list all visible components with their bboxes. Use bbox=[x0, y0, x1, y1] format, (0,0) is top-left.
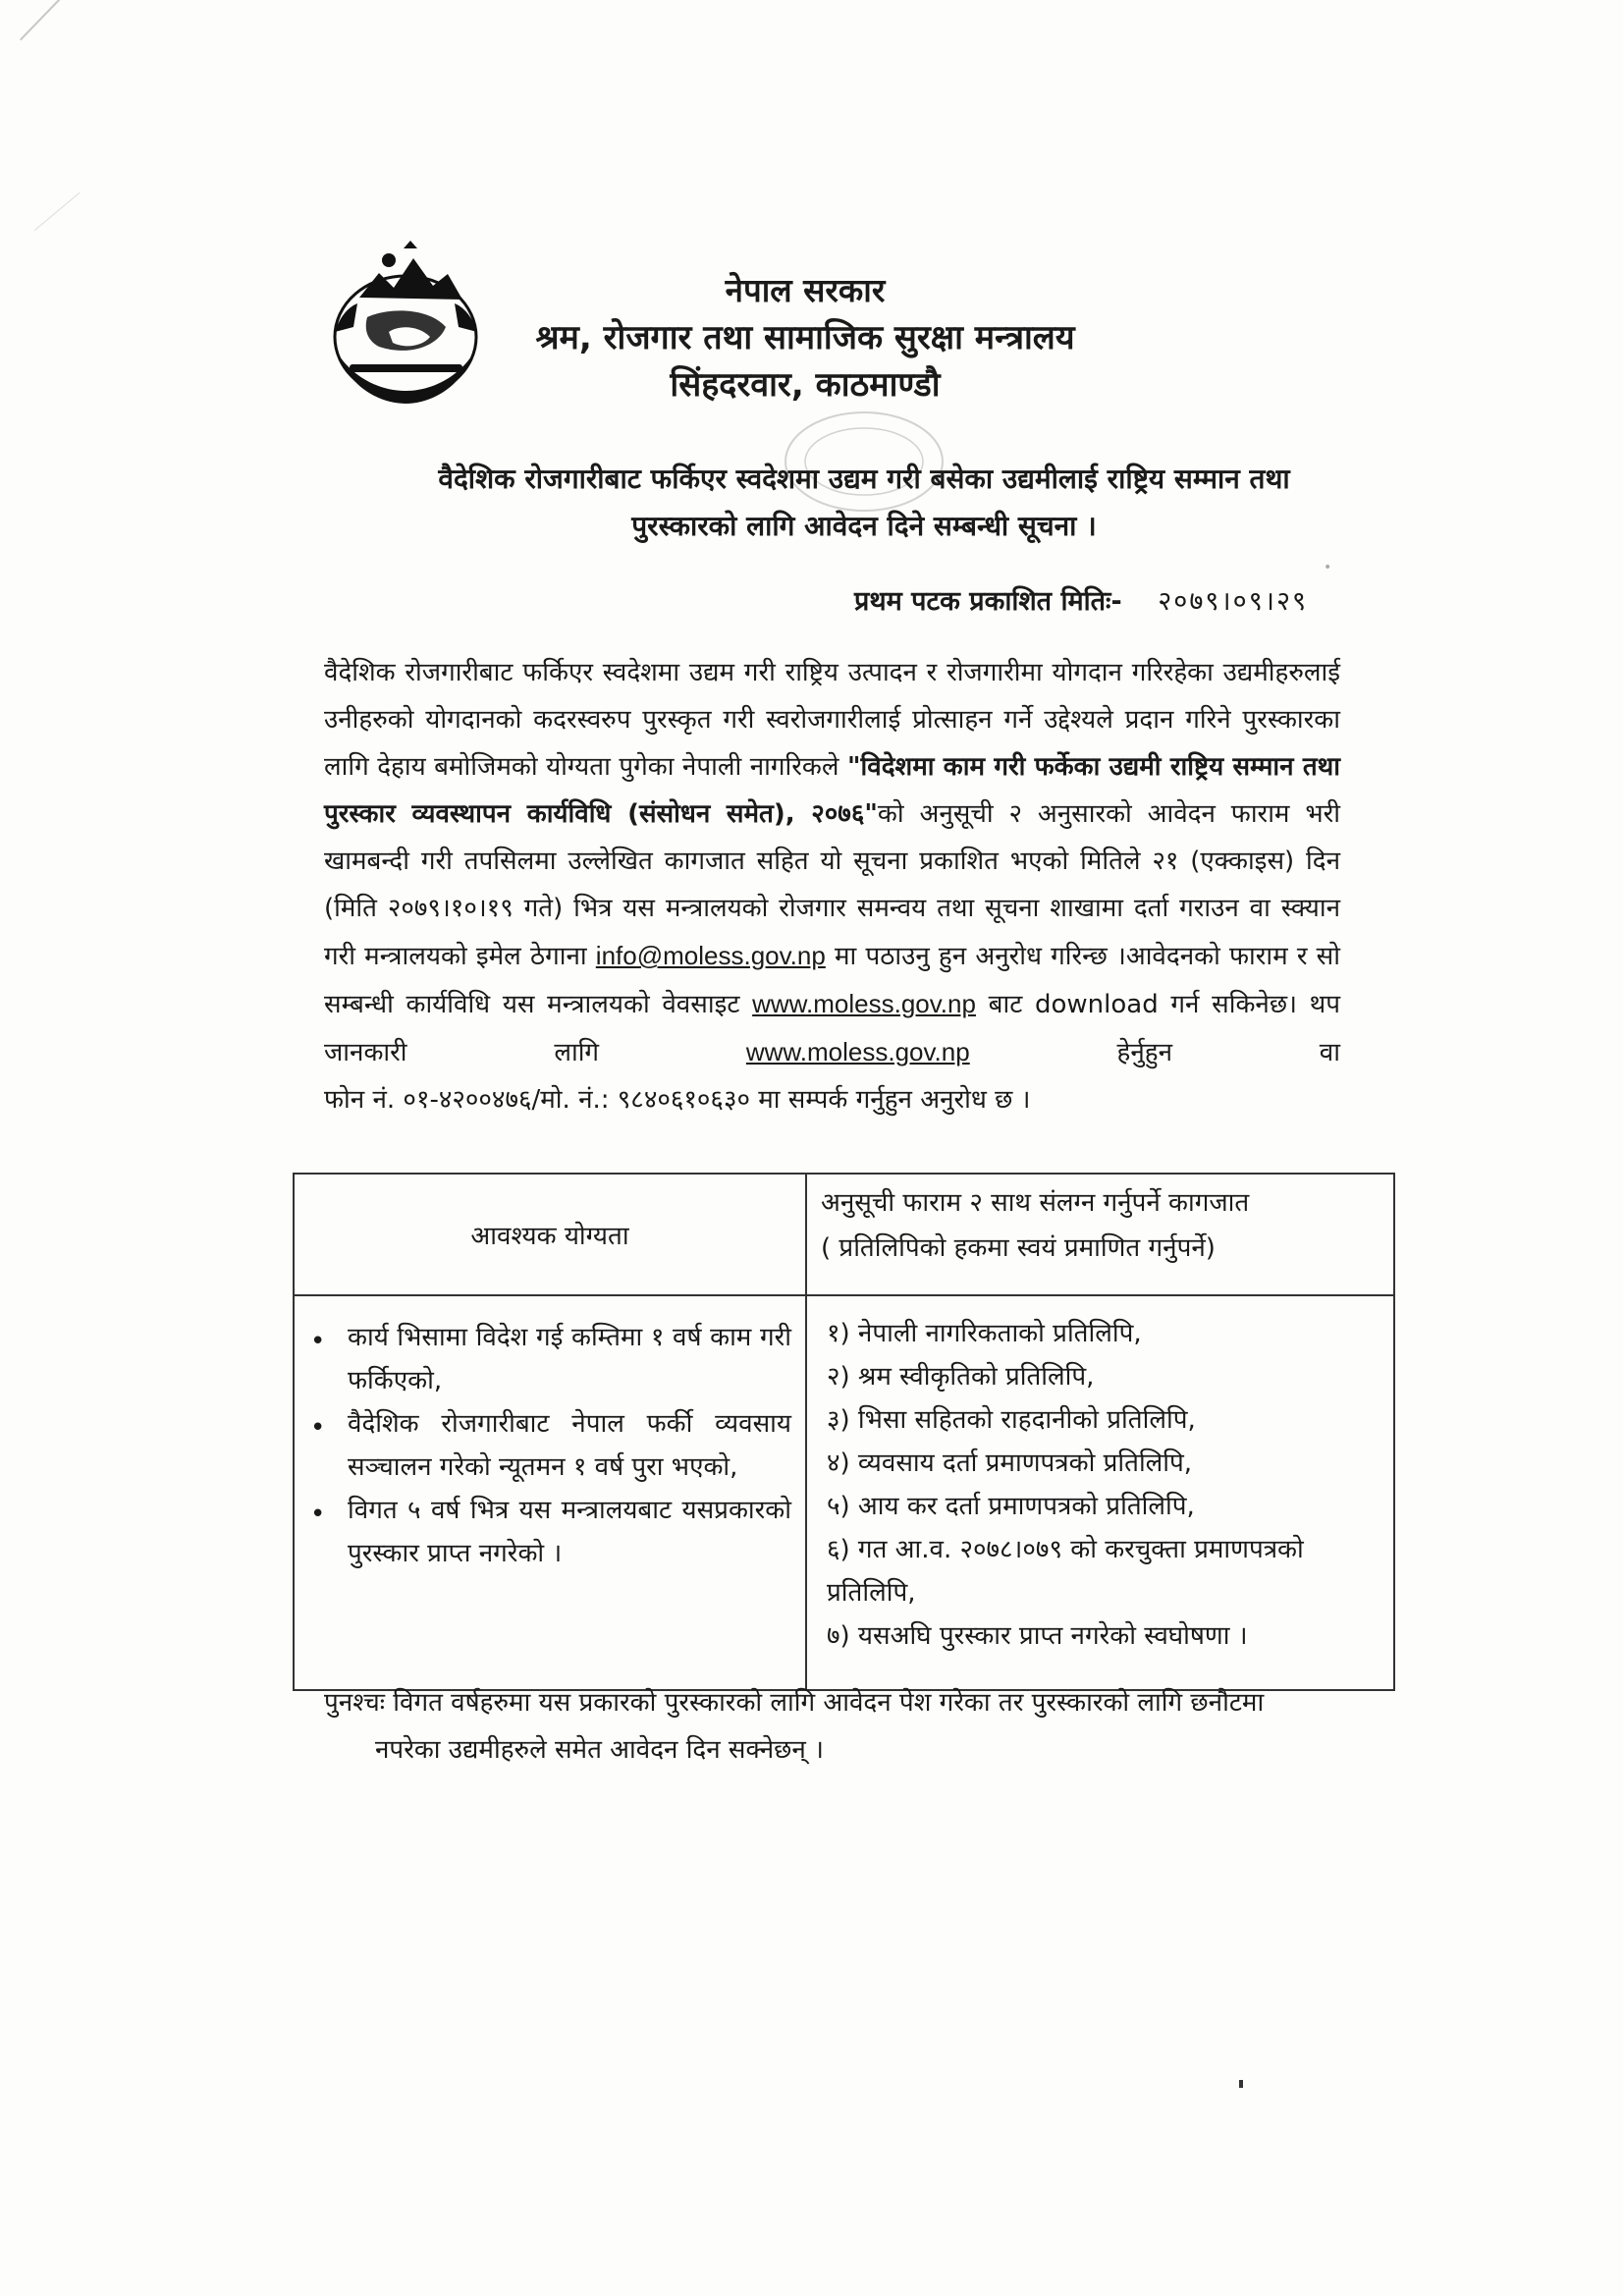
body-part-3: मा पठाउनु हुन अनुरोध गरिन्छ ।आवेदनको फाराम र सो सम्बन्धी कार्यविधि यस मन्त्रालयको वेवसाइट bbox=[324, 942, 1340, 1019]
list-item: ६) गत आ.व. २०७८।०७९ को करचुक्ता प्रमाणपत्रको प्रतिलिपि, bbox=[827, 1535, 1304, 1608]
header-documents-line-1: अनुसूची फाराम २ साथ संलग्न गर्नुपर्ने कागजात bbox=[821, 1188, 1250, 1218]
list-item: ५) आय कर दर्ता प्रमाणपत्रको प्रतिलिपि, bbox=[827, 1492, 1195, 1521]
notice-subject bbox=[373, 456, 1355, 550]
scan-artifact-line bbox=[34, 192, 81, 231]
body-part-2: को अनुसूची २ अनुसारको आवेदन फाराम भरी खामबन्दी गरी तपसिलमा उल्लेखित कागजात सहित यो सूचना प्रकाशित भएको मितिले २१ (एक्काइस) दिन (मिति २०७९।१०।१९ गते) भित्र यस मन्त्रालयको रोजगार समन्वय तथा सूचना शाखामा दर्ता गराउन वा स्क्यान गरी मन्त्रालयको इमेल ठेगाना bbox=[324, 799, 1340, 971]
list-item: १) नेपाली नागरिकताको प्रतिलिपि, bbox=[827, 1319, 1142, 1348]
postscript-line-1: पुनश्चः विगत वर्षहरुमा यस प्रकारको पुरस्कारको लागि आवेदन पेश गरेका तर पुरस्कारको लागि छनौटमा bbox=[324, 1688, 1265, 1718]
scan-speck: • bbox=[1324, 560, 1332, 575]
notice-body bbox=[324, 649, 1340, 1123]
website-link[interactable]: www.moless.gov.np bbox=[752, 989, 976, 1018]
qualifications-cell bbox=[294, 1295, 806, 1690]
documents-cell bbox=[806, 1295, 1394, 1690]
qualifications-list bbox=[310, 1316, 791, 1575]
table-header-row bbox=[294, 1174, 1394, 1295]
postscript-line-2: नपरेका उद्यमीहरुले समेत आवेदन दिन सक्नेछन् । bbox=[375, 1735, 824, 1765]
body-part-1: वैदेशिक रोजगारीबाट फर्किएर स्वदेशमा उद्यम गरी राष्ट्रिय उत्पादन र रोजगारीमा योगदान गरिरहेका उद्यमीहरुलाई उनीहरुको योगदानको कदरस्वरुप पुरस्कृत गरी स्वरोजगारीलाई प्रोत्साहन गर्ने उद्देश्यले प्रदान गरिने पुरस्कारका लागि देहाय बमोजिमको योग्यता पुगेका नेपाली नागरिकले bbox=[324, 658, 1340, 782]
body-part-4: बाट download गर्न सकिनेछ। थप जानकारी लागि bbox=[324, 990, 1340, 1067]
procedure-title: "विदेशमा काम गरी फर्केका उद्यमी राष्ट्रिय सम्मान तथा पुरस्कार व्यवस्थापन कार्यविधि (संसोधन समेत), २०७६" bbox=[324, 752, 1340, 829]
ministry-location: सिंहदरवार, काठमाण्डौ bbox=[670, 365, 941, 405]
body-part-5: हेर्नुहुन वा bbox=[969, 1038, 1340, 1067]
ministry-name: श्रम, रोजगार तथा सामाजिक सुरक्षा मन्त्रालय bbox=[535, 318, 1075, 357]
list-item: ४) व्यवसाय दर्ता प्रमाणपत्रको प्रतिलिपि, bbox=[827, 1449, 1193, 1478]
requirements-table bbox=[293, 1173, 1395, 1691]
government-name: नेपाल सरकार bbox=[725, 271, 886, 309]
documents-list bbox=[827, 1312, 1380, 1658]
list-item: • कार्य भिसामा विदेश गई कम्तिमा १ वर्ष काम गरी फर्किएको, bbox=[310, 1316, 791, 1402]
publication-date-value: २०७९।०९।२९ bbox=[1158, 586, 1309, 617]
scan-artifact-line bbox=[20, 0, 178, 40]
email-link[interactable]: info@moless.gov.np bbox=[595, 941, 826, 970]
contact-line: फोन नं. ०१-४२००४७६/मो. नं.: ९८४०६१०६३० मा सम्पर्क गर्नुहुन अनुरोध छ । bbox=[324, 1085, 1031, 1115]
list-item: ७) यसअघि पुरस्कार प्राप्त नगरेको स्वघोषणा । bbox=[827, 1621, 1248, 1651]
list-item: • विगत ५ वर्ष भित्र यस मन्त्रालयबाट यसप्रकारको पुरस्कार प्राप्त नगरेको । bbox=[310, 1489, 791, 1575]
publication-date-label: प्रथम पटक प्रकाशित मितिः- bbox=[854, 586, 1122, 617]
subject-line-2: पुरस्कारको लागि आवेदन दिने सम्बन्धी सूचना । bbox=[631, 510, 1097, 542]
header-documents-line-2: ( प्रतिलिपिको हकमा स्वयं प्रमाणित गर्नुपर्ने) bbox=[821, 1233, 1216, 1263]
subject-line-1: वैदेशिक रोजगारीबाट फर्किएर स्वदेशमा उद्यम गरी बसेका उद्यमीलाई राष्ट्रिय सम्मान तथा bbox=[438, 463, 1290, 495]
website-link[interactable]: www.moless.gov.np bbox=[745, 1037, 970, 1066]
list-item: ३) भिसा सहितको राहदानीको प्रतिलिपि, bbox=[827, 1405, 1196, 1435]
scan-speck bbox=[1239, 2080, 1243, 2088]
publication-date bbox=[854, 581, 1308, 618]
table-header-qualifications: आवश्यक योग्यता bbox=[294, 1174, 806, 1295]
postscript-note bbox=[324, 1679, 1384, 1774]
nepal-emblem-icon bbox=[320, 239, 492, 410]
letterhead bbox=[511, 267, 1100, 409]
list-item: २) श्रम स्वीकृतिको प्रतिलिपि, bbox=[827, 1362, 1095, 1392]
list-item: • वैदेशिक रोजगारीबाट नेपाल फर्की व्यवसाय सञ्चालन गरेको न्यूतमन १ वर्ष पुरा भएको, bbox=[310, 1402, 791, 1489]
table-header-documents bbox=[806, 1174, 1394, 1295]
table-row bbox=[294, 1295, 1394, 1690]
